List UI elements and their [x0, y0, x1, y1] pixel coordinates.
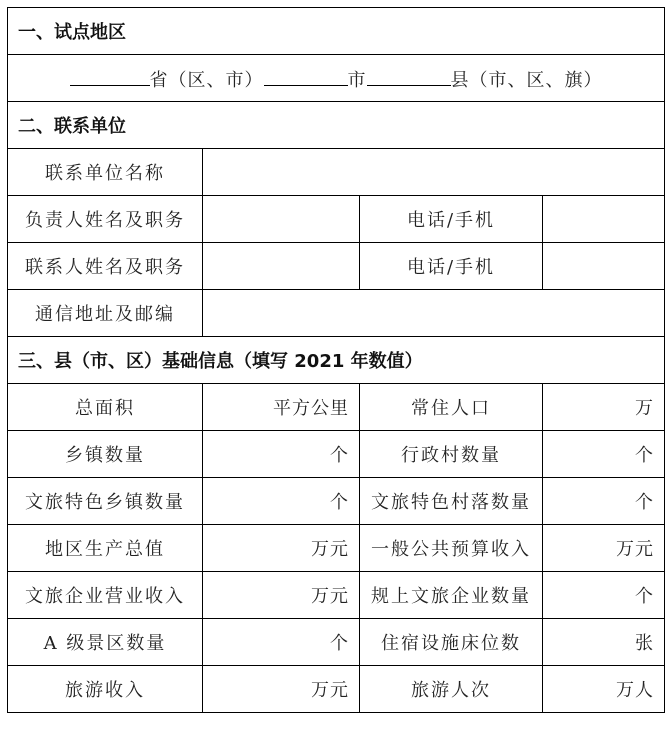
info-right-label: 旅游人次 [360, 666, 543, 713]
info-row [8, 619, 665, 666]
info-row [8, 525, 665, 572]
info-right-label: 住宿设施床位数 [360, 619, 543, 666]
leader-phone-label: 电话/手机 [360, 196, 543, 243]
section-contact-unit [8, 102, 665, 149]
info-left-label: 文旅企业营业收入 [8, 572, 203, 619]
province-blank[interactable] [70, 65, 150, 86]
info-right-value-field[interactable]: 万元 [543, 525, 665, 572]
info-right-label: 规上文旅企业数量 [360, 572, 543, 619]
info-left-value-field[interactable]: 万元 [203, 525, 360, 572]
info-left-label: 乡镇数量 [8, 431, 203, 478]
info-right-label: 行政村数量 [360, 431, 543, 478]
info-right-value-field[interactable]: 个 [543, 572, 665, 619]
county-blank[interactable] [367, 65, 451, 86]
info-left-value-field[interactable]: 万元 [203, 666, 360, 713]
info-left-label: A 级景区数量 [8, 619, 203, 666]
region-fill-cell [8, 55, 665, 102]
info-left-value-field[interactable]: 个 [203, 619, 360, 666]
section-title: 三、县（市、区）基础信息（填写 2021 年数值） [8, 337, 665, 384]
info-left-label: 总面积 [8, 384, 203, 431]
leader-field[interactable] [203, 196, 360, 243]
leader-row [8, 196, 665, 243]
info-right-value-field[interactable]: 万人 [543, 666, 665, 713]
unit-name-row [8, 149, 665, 196]
contact-person-field[interactable] [203, 243, 360, 290]
city-label: 市 [347, 69, 367, 91]
contact-phone-field[interactable] [543, 243, 665, 290]
info-right-label: 文旅特色村落数量 [360, 478, 543, 525]
address-label: 通信地址及邮编 [8, 290, 203, 337]
section-title: 一、试点地区 [8, 8, 665, 55]
info-right-label: 一般公共预算收入 [360, 525, 543, 572]
info-right-value-field[interactable]: 张 [543, 619, 665, 666]
leader-phone-field[interactable] [543, 196, 665, 243]
info-left-value-field[interactable]: 万元 [203, 572, 360, 619]
info-left-value-field[interactable]: 个 [203, 478, 360, 525]
address-field[interactable] [203, 290, 665, 337]
leader-label: 负责人姓名及职务 [8, 196, 203, 243]
info-left-value-field[interactable]: 平方公里 [203, 384, 360, 431]
contact-phone-label: 电话/手机 [360, 243, 543, 290]
info-left-label: 地区生产总值 [8, 525, 203, 572]
info-right-value-field[interactable]: 万 [543, 384, 665, 431]
info-right-value-field[interactable]: 个 [543, 431, 665, 478]
section-pilot-region [8, 8, 665, 55]
region-row [8, 55, 665, 102]
info-left-label: 旅游收入 [8, 666, 203, 713]
info-left-value-field[interactable]: 个 [203, 431, 360, 478]
info-right-label: 常住人口 [360, 384, 543, 431]
info-row [8, 478, 665, 525]
contact-person-label: 联系人姓名及职务 [8, 243, 203, 290]
info-row [8, 572, 665, 619]
city-blank[interactable] [264, 65, 348, 86]
contact-person-row [8, 243, 665, 290]
info-row [8, 431, 665, 478]
application-form-table [7, 7, 665, 713]
info-row [8, 384, 665, 431]
county-label: 县（市、区、旗） [450, 69, 603, 91]
unit-name-field[interactable] [203, 149, 665, 196]
info-right-value-field[interactable]: 个 [543, 478, 665, 525]
info-row [8, 666, 665, 713]
unit-name-label: 联系单位名称 [8, 149, 203, 196]
province-label: 省（区、市） [149, 69, 264, 91]
address-row [8, 290, 665, 337]
info-left-label: 文旅特色乡镇数量 [8, 478, 203, 525]
section-title: 二、联系单位 [8, 102, 665, 149]
section-basic-info [8, 337, 665, 384]
